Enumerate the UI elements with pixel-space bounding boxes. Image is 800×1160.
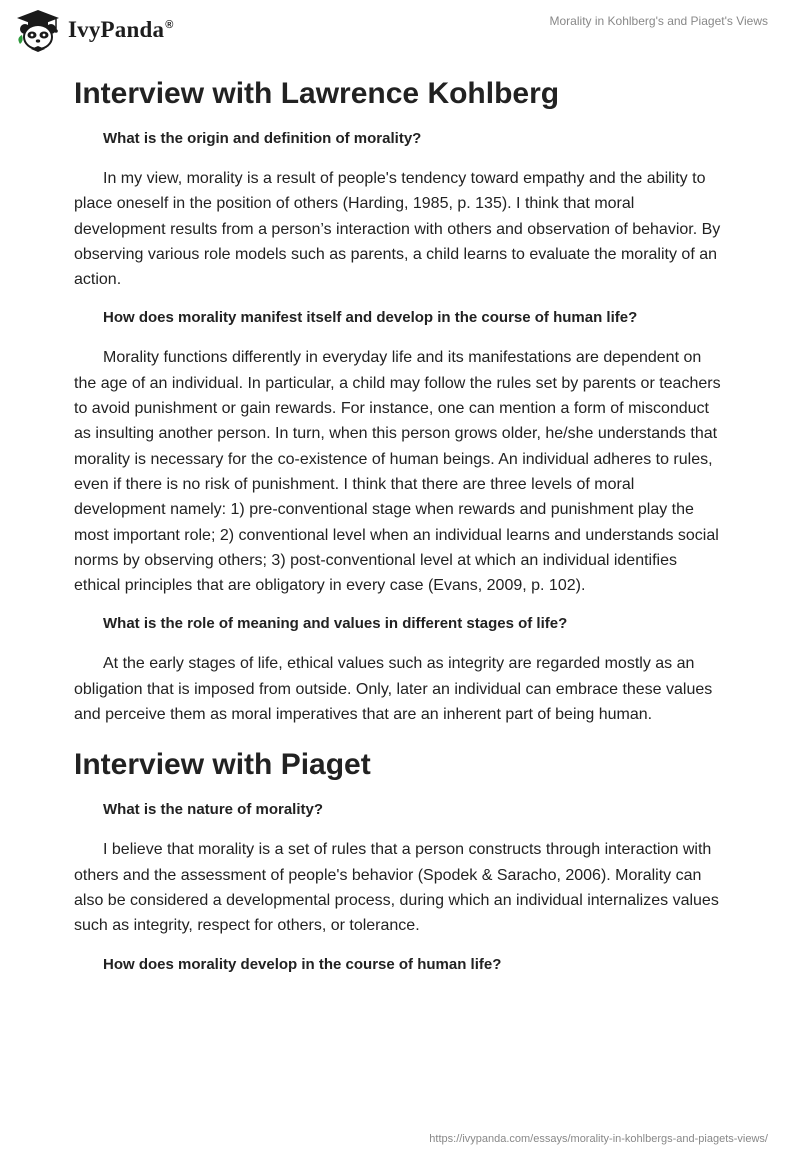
question: What is the nature of morality? bbox=[103, 801, 324, 819]
question: How does morality develop in the course of human life? bbox=[103, 955, 502, 973]
brand-logo[interactable] bbox=[14, 8, 174, 52]
answer-paragraph: At the early stages of life, ethical values such as integrity are regarded mostly as an obligation that is imposed from outside. Only, later an individual can embrace these values and perceive them as moral imperatives that are an inherent part of being human. bbox=[74, 655, 713, 724]
answer-paragraph: I believe that morality is a set of rules that a person constructs through interaction with others and the assessment of people's behavior (Spodek & Saracho, 2006). Morality can also be considered a developmental process, during which an individual internalizes values such as integrity, respect for others, or tolerance. bbox=[74, 841, 719, 935]
question: What is the origin and definition of morality? bbox=[103, 130, 422, 147]
source-url[interactable]: https://ivypanda.com/essays/morality-in-kohlbergs-and-piagets-views/ bbox=[429, 1133, 768, 1145]
section-heading-piaget: Interview with Piaget bbox=[74, 748, 371, 782]
panda-graduate-logo-icon bbox=[14, 8, 62, 52]
question: What is the role of meaning and values in different stages of life? bbox=[103, 615, 568, 633]
answer-paragraph: In my view, morality is a result of people's tendency toward empathy and the ability to place oneself in the position of others (Harding, 1985, p. 135). I think that moral development results from a person’s interaction with others and observation of behavior. By observing various role models such as parents, a child learns to evaluate the morality of an action. bbox=[74, 170, 721, 289]
brand-name: IvyPanda® bbox=[68, 17, 174, 42]
question: How does morality manifest itself and develop in the course of human life? bbox=[103, 309, 638, 327]
essay-content bbox=[74, 64, 726, 977]
document-title: Morality in Kohlberg's and Piaget's Views bbox=[549, 14, 768, 28]
section-heading-kohlberg: Interview with Lawrence Kohlberg bbox=[74, 77, 560, 110]
page-header bbox=[0, 0, 800, 64]
answer-paragraph: Morality functions differently in everyday life and its manifestations are dependent on the age of an individual. In particular, a child may follow the rules set by parents or teachers to avoid punishment or gain rewards. For instance, one can mention a form of misconduct as insulting another person. In turn, when this person grows older, he/she understands that morality is necessary for the co-existence of human beings. An individual adheres to rules, even if there is no risk of punishment. I think that there are three levels of moral development namely: 1) pre-conventional stage when rewards and punishment play the most important role; 2) conventional level when an individual learns and understands social norms by observing others; 3) post-conventional level at which an individual identifies ethical principles that are obligatory in every case (Evans, 2009, p. 102). bbox=[74, 349, 721, 595]
